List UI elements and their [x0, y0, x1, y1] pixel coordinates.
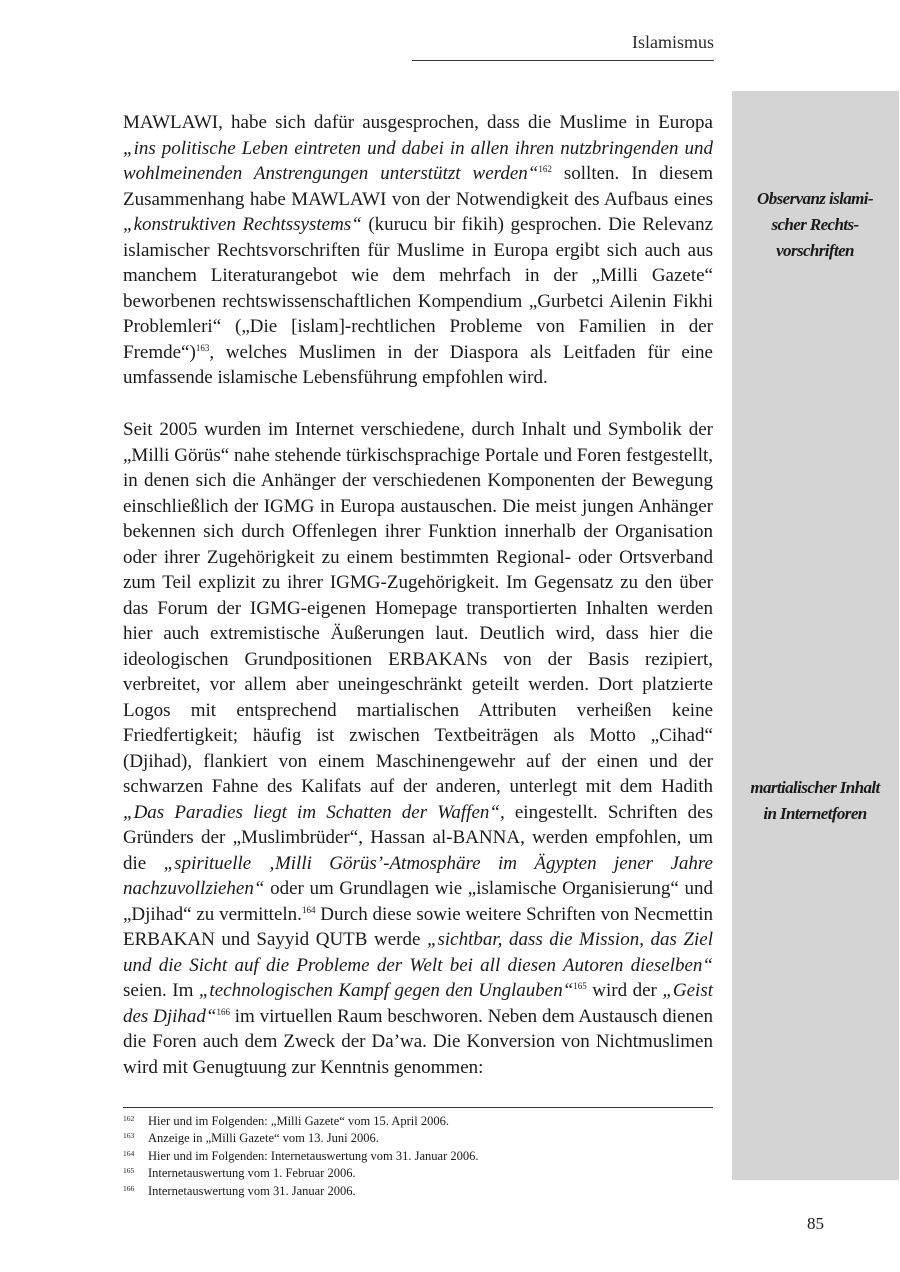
margin-note-line: martialischer Inhalt [750, 778, 880, 797]
footnote-ref: 164 [301, 904, 316, 915]
margin-note-line: Observanz islami- [757, 189, 873, 208]
quote: „spirituelle ‚Milli Görüs’-Atmosphäre im Ägypten jener Jahre nachzuvollziehen“ [123, 852, 713, 899]
footnote-ref: 162 [538, 164, 552, 174]
footnote-text: Anzeige in „Milli Gazete“ vom 13. Juni 2006. [148, 1131, 379, 1146]
quote: „technologischen Kampf gegen den Unglauben“ [198, 980, 574, 1001]
footnote-number: 164 [123, 1148, 135, 1158]
footnote-text: Internetauswertung vom 1. Februar 2006. [148, 1166, 356, 1181]
header-rule [412, 60, 714, 61]
margin-note-martialisch [736, 775, 894, 827]
text-run: eingestellt. Schriften des Gründers der „Muslimbrüder“, Hassan al-BANNA, werden empfohlen, um die [123, 801, 714, 874]
page-number: 85 [807, 1214, 824, 1233]
footnotes [123, 1113, 713, 1200]
quote: „Das Paradies liegt im Schatten der Waffen“, [123, 801, 505, 823]
footnote [123, 1183, 713, 1200]
footnote-text: Internetauswertung vom 31. Januar 2006. [148, 1183, 356, 1198]
margin-note-line: scher Rechts- [771, 215, 859, 234]
text-run: , welches Muslimen in der Diaspora als Leitfaden für eine umfassende islamische Lebensführung empfohlen wird. [123, 341, 713, 388]
footnote-text: Hier und im Folgenden: Internetauswertung vom 31. Januar 2006. [148, 1148, 479, 1163]
paragraph-2 [123, 417, 713, 1080]
footnote-ref: 163 [195, 342, 210, 353]
quote: „sichtbar, dass die Mission, das Ziel und die Sicht auf die Probleme der Welt bei all diesen Autoren dieselben“ [123, 929, 713, 976]
footnote-number: 162 [123, 1114, 135, 1123]
text-run: wird der [586, 980, 663, 1001]
margin-note-line: in Internetforen [763, 804, 867, 823]
margin-note-line: vorschriften [776, 241, 854, 260]
text-run: Durch diese sowie weitere Schriften von Necmettin ERBAKAN und Sayyid QUTB werde [123, 903, 713, 950]
footnote [123, 1165, 713, 1182]
footnote [123, 1130, 713, 1147]
footnote-rule [123, 1107, 713, 1108]
footnote-text: Hier und im Folgenden: „Milli Gazete“ vom 15. April 2006. [148, 1114, 449, 1128]
text-run: MAWLAWI, habe sich dafür ausgesprochen, dass die Muslime in Europa [123, 112, 713, 133]
margin-note-observanz [736, 186, 894, 264]
text-run: sollten. In diesem Zusammenhang habe MAWLAWI von der Notwendigkeit des Aufbaus eines [123, 163, 713, 210]
quote: „konstruktiven Rechtssystems“ [123, 214, 362, 235]
quote: „ins politische Leben eintreten und dabei in allen ihren nutzbringenden und wohlmeinenden Anstrengungen unterstützt werden“ [123, 137, 713, 184]
footnote-number: 163 [123, 1131, 135, 1141]
text-run: im virtuellen Raum beschworen. Neben dem Austausch dienen die Foren auch dem Zweck der Da’wa. Die Konversion von Nichtmuslimen wird mit Genugtuung zur Kenntnis genommen: [123, 1005, 713, 1078]
quote: „Geist des Djihad“ [123, 980, 713, 1027]
text-run: Seit 2005 wurden im Internet verschiedene, durch Inhalt und Symbolik der „Milli Görüs“ nahe stehende türkischsprachige Portale und Foren festgestellt, in denen sich die Anhänger der verschiedenen Komponenten der Bewegung einschließlich der IGMG in Europa austauschen. Die meist jungen Anhänger bekennen sich durch Offenlegen ihrer Funktion innerhalb der Organisation oder ihrer Zugehörigkeit zu einem bestimmten Regional- oder Ortsverband zum Teil explizit zu ihrer IGMG-Zugehörigkeit. Im Gegensatz zu den über das Forum der IGMG-eigenen Homepage transportierten Inhalten werden hier auch extremistische Äußerungen laut. Deutlich wird, dass hier die ideologischen Grundpositionen ERBAKANs von der Basis rezipiert, verbreitet, vor allem aber uneingeschränkt geteilt werden. Dort platzierte Logos mit entsprechend martialischen Attributen verheißen keine Friedfertigkeit; häufig ist zwischen Textbeiträgen als Motto „Cihad“ (Djihad), flankiert von einem Maschinengewehr auf der einen und der schwarzen Fahne des Kalifats auf der anderen, unterlegt mit dem Hadith [123, 419, 713, 797]
paragraph-1 [123, 110, 713, 391]
text-run: oder um Grundlagen wie „islamische Organisierung“ und „Djihad“ zu vermitteln. [123, 878, 713, 925]
footnote-ref: 166 [216, 1006, 230, 1017]
footnote-ref: 165 [573, 981, 587, 991]
footnote-number: 165 [123, 1166, 135, 1176]
footnote-number: 166 [123, 1183, 135, 1193]
text-run: (kurucu bir fikih) gesprochen. Die Relevanz islamischer Rechtsvorschriften für Muslime in Europa ergibt sich auch aus manchem Literaturangebot wie dem mehrfach in der „Milli Gazete“ beworbenen rechtswissenschaftlichen Kompendium „Gurbetci Ailenin Fikhi Problemleri“ („Die [islam]-rechtlichen Probleme von Familien in der Fremde“) [123, 214, 714, 363]
footnote [123, 1148, 713, 1165]
running-header: Islamismus [631, 32, 714, 52]
text-run: seien. Im [123, 980, 199, 1001]
footnote [123, 1113, 713, 1130]
